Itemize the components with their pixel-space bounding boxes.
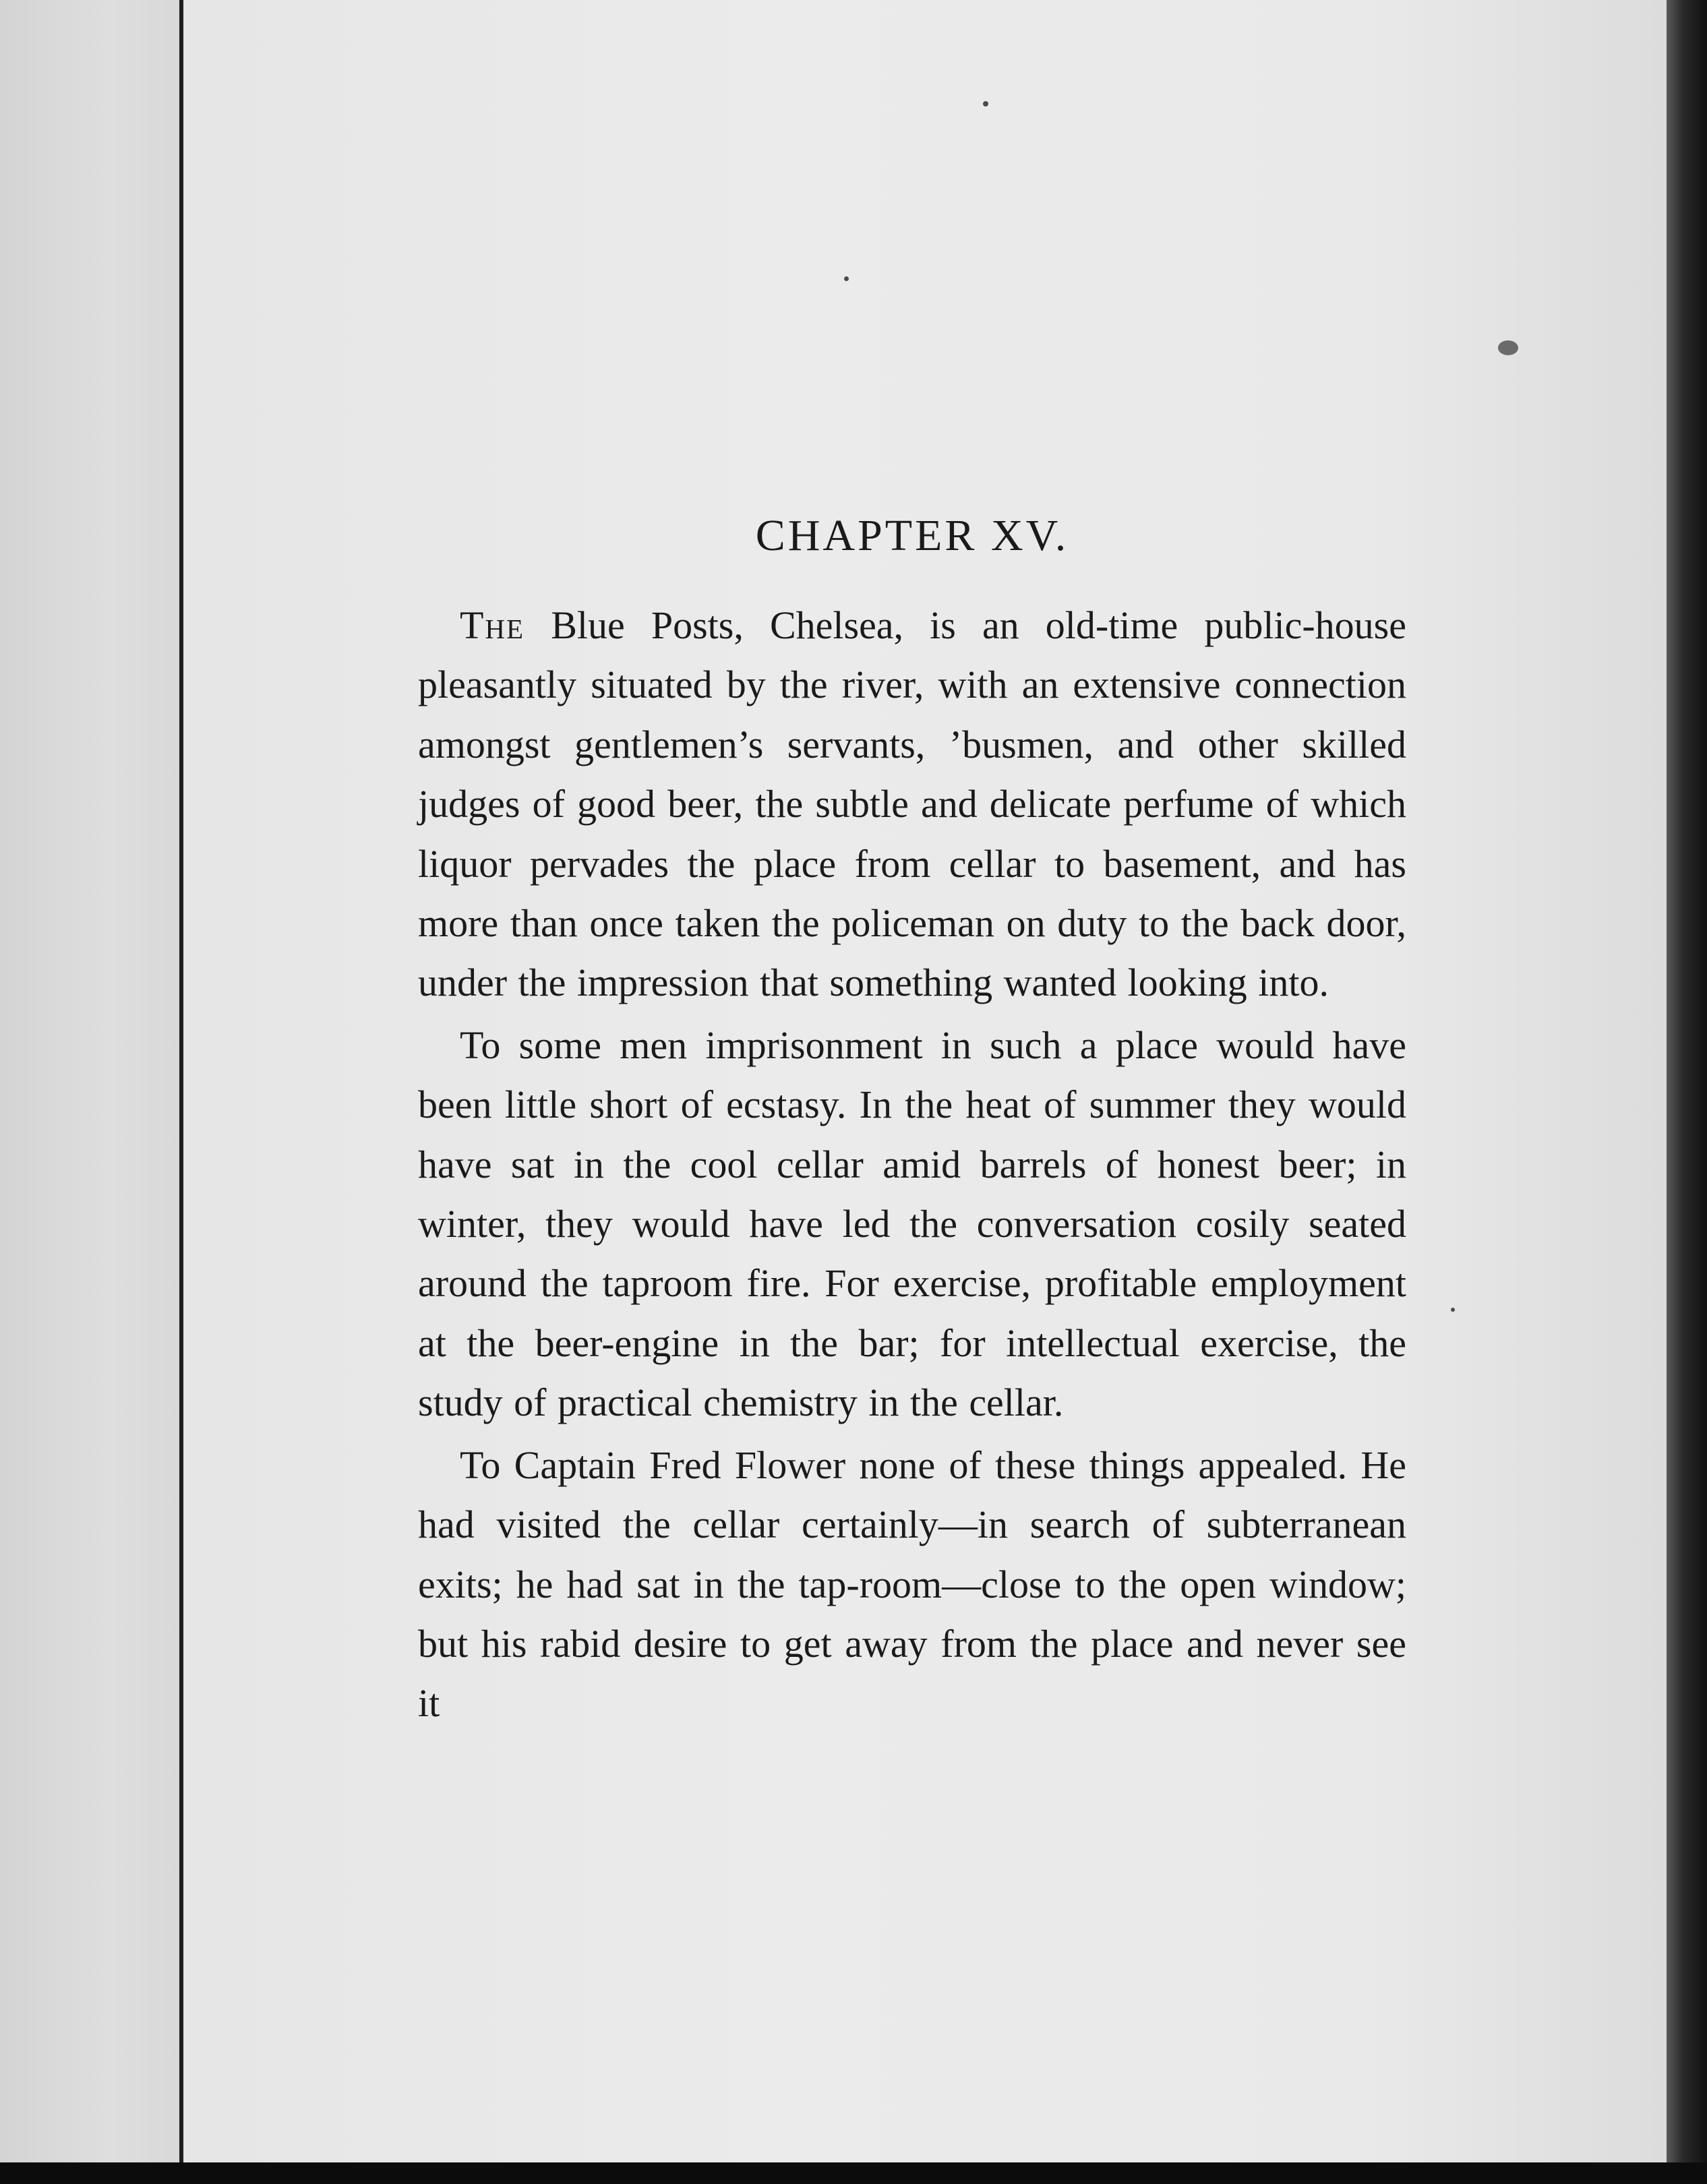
chapter-heading: CHAPTER XV.	[755, 511, 1069, 560]
paragraph-1-text: Blue Posts, Chelsea, is an old-time public-house pleasantly situated by the river, with an extensive connection amongst gentlemen’s servants, ’busmen, and other skilled judges of good beer, the subtle and delicate perfume of which liquor pervades the place from cellar to basement, and has more than once taken the policeman on duty to the back door, under the impression that something wanted looking into.	[418, 603, 1406, 1005]
paragraph-1	[418, 596, 1406, 1013]
paragraph-2: To some men imprisonment in such a place would have been little short of ecstasy. In the heat of summer they would have sat in the cool cellar amid barrels of honest beer; in winter, they would have led the conversation cosily seated around the taproom fire. For exercise, profitable employment at the beer-engine in the bar; for intellectual exercise, the study of practical chemistry in the cellar.	[418, 1023, 1406, 1425]
paragraph-lead-word: The	[460, 603, 525, 647]
page-edge-shadow	[1667, 0, 1707, 2165]
page-blemish	[844, 276, 849, 281]
scan-bottom-border	[0, 2162, 1707, 2184]
left-page-edge	[0, 0, 181, 2165]
page-blemish	[1451, 1308, 1455, 1312]
paragraph-3: To Captain Fred Flower none of these things appealed. He had visited the cellar certainly—in search of subterranean exits; he had sat in the tap-room—close to the open window; but his rabid desire to get away from the place and never see it	[418, 1443, 1406, 1726]
page-blemish	[983, 101, 988, 107]
chapter-text	[418, 499, 1406, 1736]
page-blemish	[1498, 340, 1518, 355]
